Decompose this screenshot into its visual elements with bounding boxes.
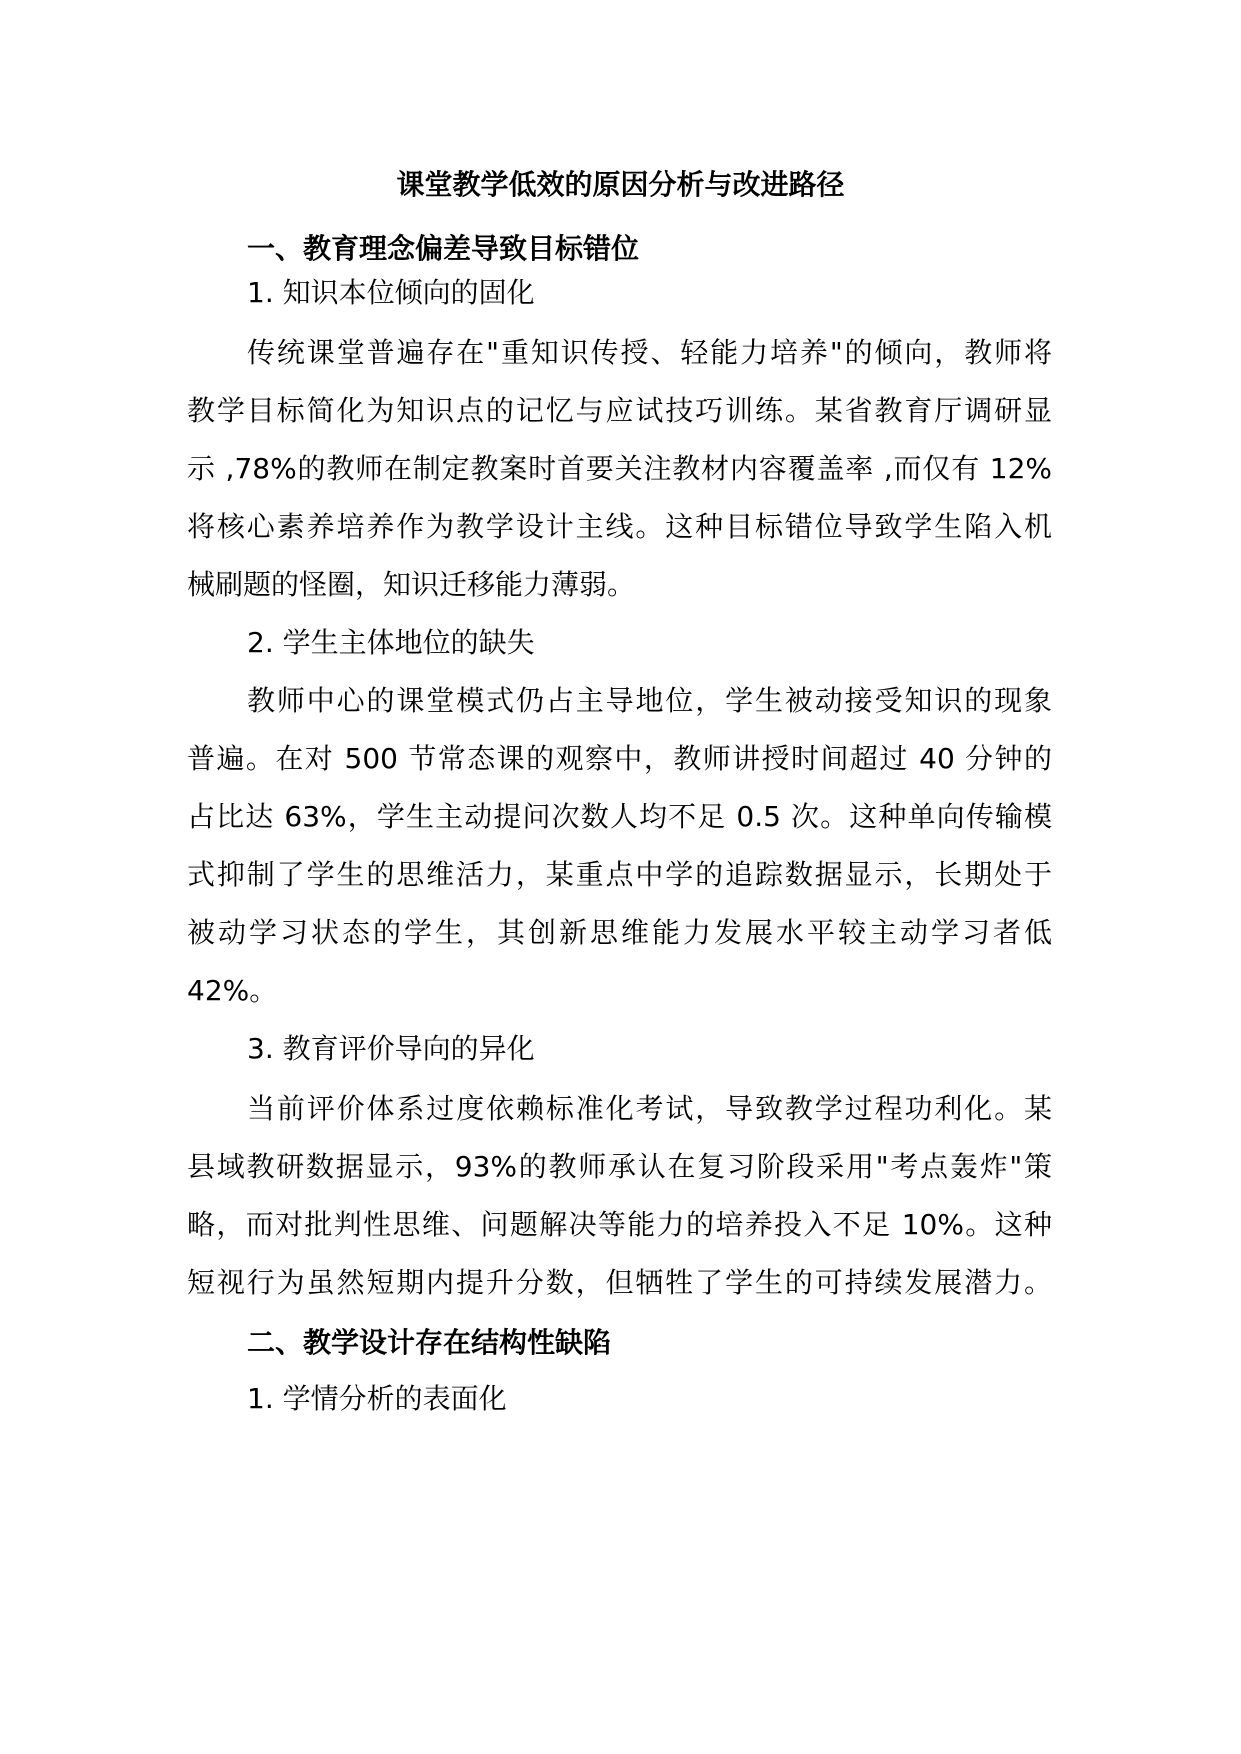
subsection-heading: 2. 学生主体地位的缺失	[247, 626, 535, 659]
paragraph-line: 短视行为虽然短期内提升分数，但牺牲了学生的可持续发展潜力。	[187, 1266, 1052, 1299]
paragraph-line: 教师中心的课堂模式仍占主导地位，学生被动接受知识的现象	[247, 684, 1052, 717]
paragraph-line: 示 ,78%的教师在制定教案时首要关注教材内容覆盖率 ,而仅有 12%	[187, 452, 1052, 485]
paragraph-line: 教学目标简化为知识点的记忆与应试技巧训练。某省教育厅调研显	[187, 394, 1052, 427]
paragraph-line: 占比达 63%，学生主动提问次数人均不足 0.5 次。这种单向传输模	[187, 800, 1052, 833]
paragraph-line: 被动学习状态的学生，其创新思维能力发展水平较主动学习者低	[187, 916, 1052, 949]
paragraph-line: 当前评价体系过度依赖标准化考试，导致教学过程功利化。某	[247, 1092, 1052, 1125]
paragraph-line: 普遍。在对 500 节常态课的观察中，教师讲授时间超过 40 分钟的	[187, 742, 1052, 775]
section-heading: 二、教学设计存在结构性缺陷	[247, 1326, 612, 1359]
paragraph-line: 42%。	[187, 974, 278, 1007]
subsection-heading: 1. 知识本位倾向的固化	[247, 276, 535, 309]
paragraph-line: 将核心素养培养作为教学设计主线。这种目标错位导致学生陷入机	[187, 510, 1052, 543]
paragraph-line: 式抑制了学生的思维活力，某重点中学的追踪数据显示，长期处于	[187, 858, 1052, 891]
paragraph-line: 传统课堂普遍存在"重知识传授、轻能力培养"的倾向，教师将	[247, 336, 1052, 369]
subsection-heading: 1. 学情分析的表面化	[247, 1382, 507, 1415]
paragraph-line: 械刷题的怪圈，知识迁移能力薄弱。	[187, 568, 636, 601]
section-heading: 一、教育理念偏差导致目标错位	[247, 232, 640, 265]
paragraph-line: 略，而对批判性思维、问题解决等能力的培养投入不足 10%。这种	[187, 1208, 1052, 1241]
subsection-heading: 3. 教育评价导向的异化	[247, 1032, 535, 1065]
paragraph-line: 县域教研数据显示，93%的教师承认在复习阶段采用"考点轰炸"策	[187, 1150, 1052, 1183]
document-title: 课堂教学低效的原因分析与改进路径	[396, 168, 845, 201]
